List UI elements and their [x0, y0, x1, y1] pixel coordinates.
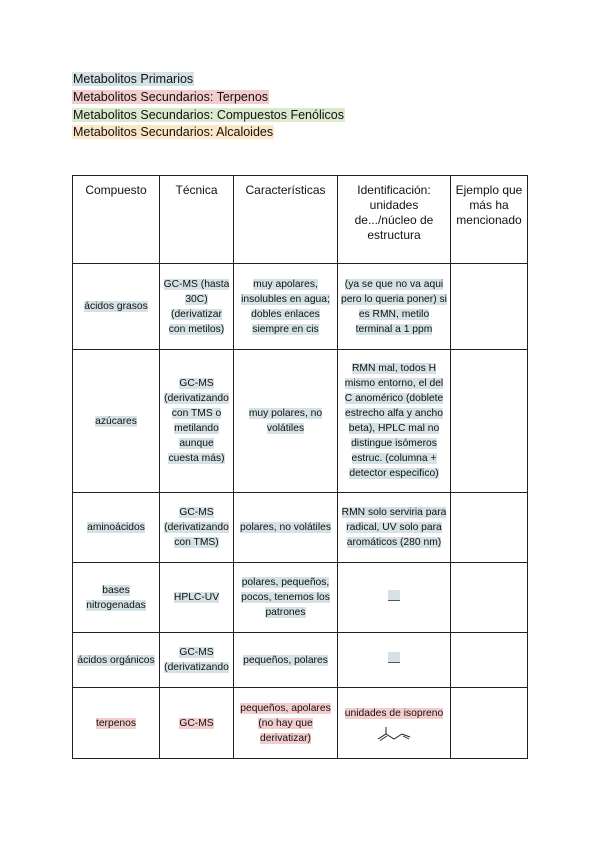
table-row	[73, 688, 528, 759]
cell-caracteristicas: polares, no volátiles	[234, 493, 338, 563]
header-ejemplo: Ejemplo que más ha mencionado	[451, 176, 528, 264]
cell-ejemplo	[451, 350, 528, 493]
table-header-row	[73, 176, 528, 264]
cell-ejemplo	[451, 563, 528, 633]
cell-identificacion	[338, 563, 451, 633]
cell-caracteristicas: muy polares, no volátiles	[234, 350, 338, 493]
placeholder-mark	[388, 590, 400, 601]
table-row	[73, 264, 528, 350]
cell-tecnica: GC-MS (derivatizando con TMS o metilando aunque cuesta más)	[160, 350, 234, 493]
header-caracteristicas: Características	[234, 176, 338, 264]
cell-tecnica: GC-MS (derivatizando con TMS)	[160, 493, 234, 563]
cell-caracteristicas: polares, pequeños, pocos, tenemos los patrones	[234, 563, 338, 633]
cell-tecnica: GC-MS	[160, 688, 234, 759]
cell-identificacion: (ya se que no va aqui pero lo queria poner) si es RMN, metilo terminal a 1 ppm	[338, 264, 451, 350]
cell-compuesto: terpenos	[73, 688, 160, 759]
isoprene-structure-icon	[376, 725, 412, 741]
cell-compuesto: ácidos orgánicos	[73, 633, 160, 688]
cell-ejemplo	[451, 493, 528, 563]
cell-identificacion: RMN mal, todos H mismo entorno, el del C anomérico (doblete estrecho alfa y ancho beta), HPLC mal no distingue isómeros estruc. (columna + detector especifico)	[338, 350, 451, 493]
header-tecnica: Técnica	[160, 176, 234, 264]
cell-identificacion: unidades de isopreno	[338, 688, 451, 759]
cell-tecnica: HPLC-UV	[160, 563, 234, 633]
cell-compuesto: azúcares	[73, 350, 160, 493]
cell-caracteristicas: pequeños, apolares (no hay que derivatizar)	[234, 688, 338, 759]
cell-compuesto: aminoácidos	[73, 493, 160, 563]
cell-compuesto: bases nitrogenadas	[73, 563, 160, 633]
legend-alcaloides: Metabolitos Secundarios: Alcaloides	[73, 125, 274, 140]
cell-compuesto: ácidos grasos	[73, 264, 160, 350]
legend-fenolicos: Metabolitos Secundarios: Compuestos Fenólicos	[73, 107, 344, 122]
cell-caracteristicas: pequeños, polares	[234, 633, 338, 688]
header-identificacion: Identificación: unidades de.../núcleo de estructura	[338, 176, 451, 264]
header-compuesto: Compuesto	[73, 176, 160, 264]
cell-tecnica: GC-MS (hasta 30C) (derivatizar con metilos)	[160, 264, 234, 350]
table-row	[73, 633, 528, 688]
cell-ejemplo	[451, 633, 528, 688]
metabolites-table	[72, 175, 528, 759]
color-legend	[72, 71, 345, 142]
cell-ejemplo	[451, 264, 528, 350]
cell-ejemplo	[451, 688, 528, 759]
legend-primarios: Metabolitos Primarios	[73, 72, 194, 86]
cell-identificacion: RMN solo serviria para radical, UV solo para aromáticos (280 nm)	[338, 493, 451, 563]
table-row	[73, 493, 528, 563]
legend-terpenos: Metabolitos Secundarios: Terpenos	[73, 89, 269, 104]
table-row	[73, 563, 528, 633]
placeholder-mark	[388, 652, 400, 663]
cell-identificacion	[338, 633, 451, 688]
cell-tecnica: GC-MS (derivatizando	[160, 633, 234, 688]
cell-caracteristicas: muy apolares, insolubles en agua; dobles enlaces siempre en cis	[234, 264, 338, 350]
table-row	[73, 350, 528, 493]
